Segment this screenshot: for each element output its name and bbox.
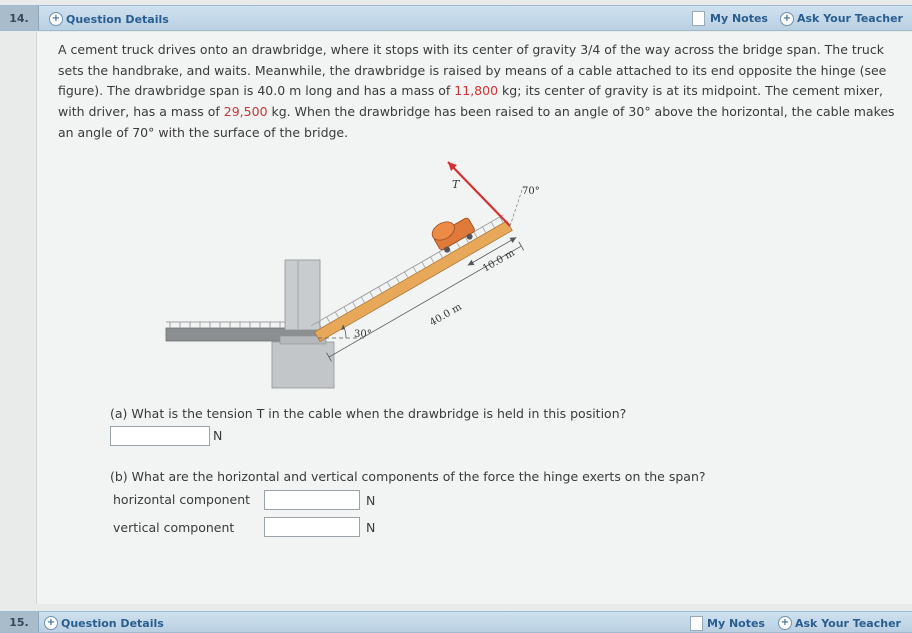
ask-teacher-plus-icon[interactable]: + [780, 12, 794, 26]
expand-plus-icon-15[interactable]: + [44, 616, 58, 630]
question-header-14 [0, 5, 912, 31]
raised-span [299, 194, 524, 361]
my-notes-link[interactable]: My Notes [710, 12, 768, 25]
bridge-tower [285, 260, 320, 330]
bridge-pier [272, 342, 334, 388]
ask-teacher-link-15[interactable]: Ask Your Teacher [795, 617, 901, 630]
problem-statement [58, 40, 898, 144]
truck-mass-value: 29,500 [223, 104, 268, 120]
my-notes-link-15[interactable]: My Notes [707, 617, 765, 630]
tension-input[interactable] [110, 426, 210, 446]
vertical-component-input[interactable] [264, 517, 360, 537]
vertical-component-label: vertical component [113, 520, 235, 535]
part-a-question: (a) What is the tension T in the cable when the drawbridge is held in this position? [110, 406, 627, 421]
drawbridge-figure [160, 150, 560, 395]
ask-teacher-link[interactable]: Ask Your Teacher [797, 12, 903, 25]
ask-teacher-plus-icon-15[interactable]: + [778, 616, 792, 630]
problem-text-3: kg. When the drawbridge has been raised to an angle of 30° above the horizontal, the cable makes an angle of 70° with the surface of the bridge. [58, 104, 895, 140]
truck-distance-label: 10.0 m [481, 247, 517, 275]
tension-label: T [452, 178, 460, 191]
span-label: 40.0 m [428, 301, 464, 329]
expand-plus-icon[interactable]: + [49, 12, 63, 26]
horizontal-unit: N [366, 493, 376, 508]
bridge-mass-value: 11,800 [454, 83, 499, 99]
horizontal-component-input[interactable] [264, 490, 360, 510]
question-number-15: 15. [0, 612, 39, 632]
notes-icon[interactable] [692, 11, 705, 26]
question-details-link[interactable]: Question Details [66, 13, 169, 26]
problem-text-2: kg; its center of gravity is at its midpoint. The cement mixer, with driver, has a mass of [58, 83, 884, 120]
tension-arrow [448, 162, 510, 226]
part-a-unit: N [213, 428, 223, 443]
cable-angle-label: 70° [522, 186, 540, 197]
problem-text-1: A cement truck drives onto an drawbridge, where it stops with its center of gravity 3/4 of the way across the bridge span. The truck sets the handbrake, and waits. Meanwhile, the drawbridge is raised by means of a cable attached to its end opposite the hinge (see figure). The drawbridge span is 40.0 m long and has a mass of [58, 42, 887, 99]
raise-angle-label: 30° [354, 329, 372, 340]
question-details-link-15[interactable]: Question Details [61, 617, 164, 630]
question-number: 14. [0, 6, 39, 30]
part-b-question: (b) What are the horizontal and vertical components of the force the hinge exerts on the span? [110, 469, 706, 484]
vertical-unit: N [366, 520, 376, 535]
horizontal-component-label: horizontal component [113, 492, 251, 507]
question-header-15 [0, 611, 912, 633]
